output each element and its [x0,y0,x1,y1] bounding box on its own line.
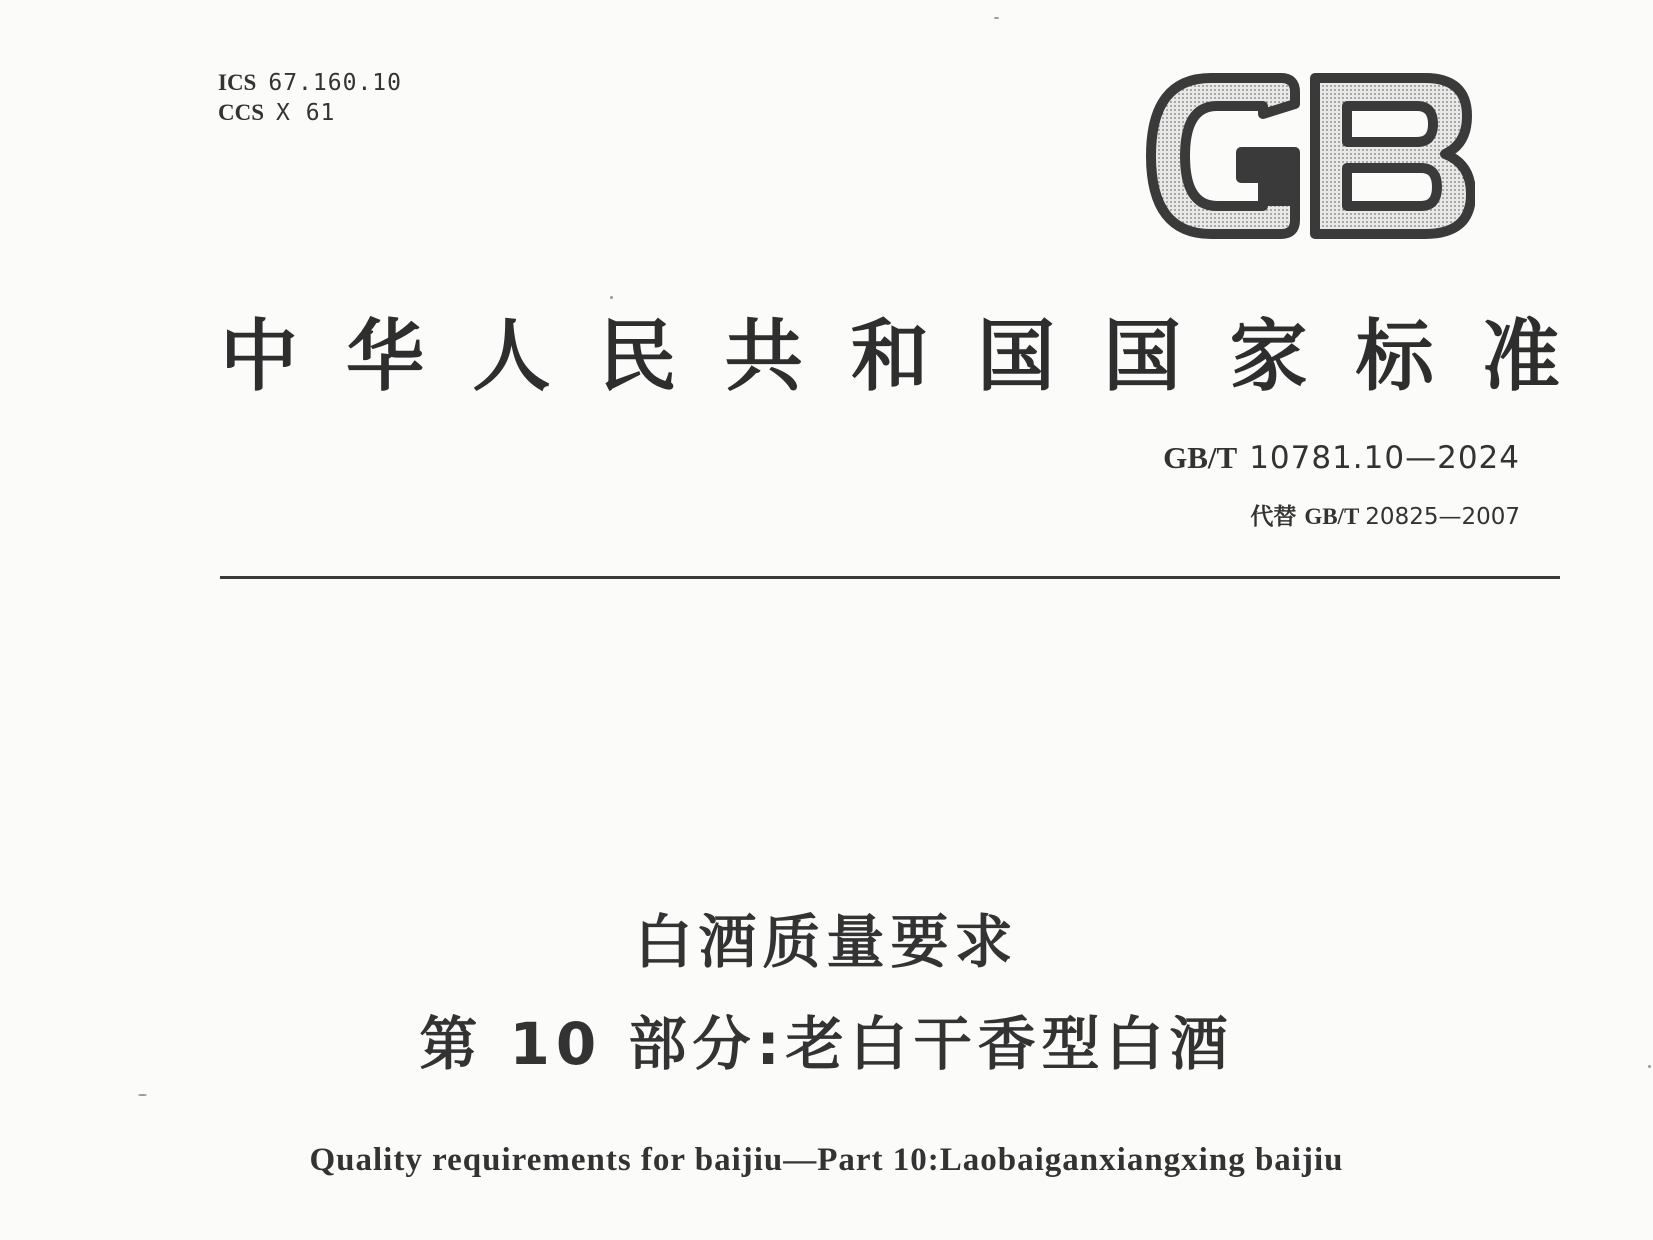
scan-speck [1648,1065,1651,1068]
scan-speck [610,296,613,299]
ics-label: ICS [218,70,257,95]
title-char: 中 [219,311,298,402]
title-char: 和 [850,311,929,402]
english-title: Quality requirements for baijiu—Part 10:Laobaiganxiangxing baijiu [309,1142,1344,1178]
document-title: 白酒质量要求 [634,908,1019,976]
scan-speck [994,17,999,19]
ccs-label: CCS [218,100,265,125]
title-char: 家 [1229,311,1308,402]
scan-speck [138,1094,147,1096]
replaces-standard [1250,498,1520,531]
horizontal-rule [220,576,1560,579]
replaces-number: 20825—2007 [1365,504,1520,530]
document-part-title: 第 10 部分:老白干香型白酒 [419,1010,1234,1078]
title-char: 华 [346,311,425,402]
logo-letter-b [1315,78,1471,234]
classification-codes [218,68,402,128]
ics-line [218,68,402,98]
replaces-prefix: GB/T [1304,504,1360,529]
title-char: 人 [472,311,551,402]
title-char: 标 [1355,311,1434,402]
ccs-line [218,98,402,128]
replaces-label: 代替 [1250,504,1297,530]
ics-value: 67.160.10 [268,70,402,96]
ccs-value: X 61 [276,100,336,126]
title-char: 准 [1481,311,1560,402]
standard-number-value: 10781.10—2024 [1249,440,1520,476]
gb-logo [1145,72,1475,240]
national-standard-title [215,300,1565,400]
title-char: 国 [1103,311,1182,402]
standard-number [1163,440,1520,476]
standard-prefix: GB/T [1163,440,1238,475]
title-char: 国 [977,311,1056,402]
title-char: 民 [598,311,677,402]
title-char: 共 [724,311,803,402]
